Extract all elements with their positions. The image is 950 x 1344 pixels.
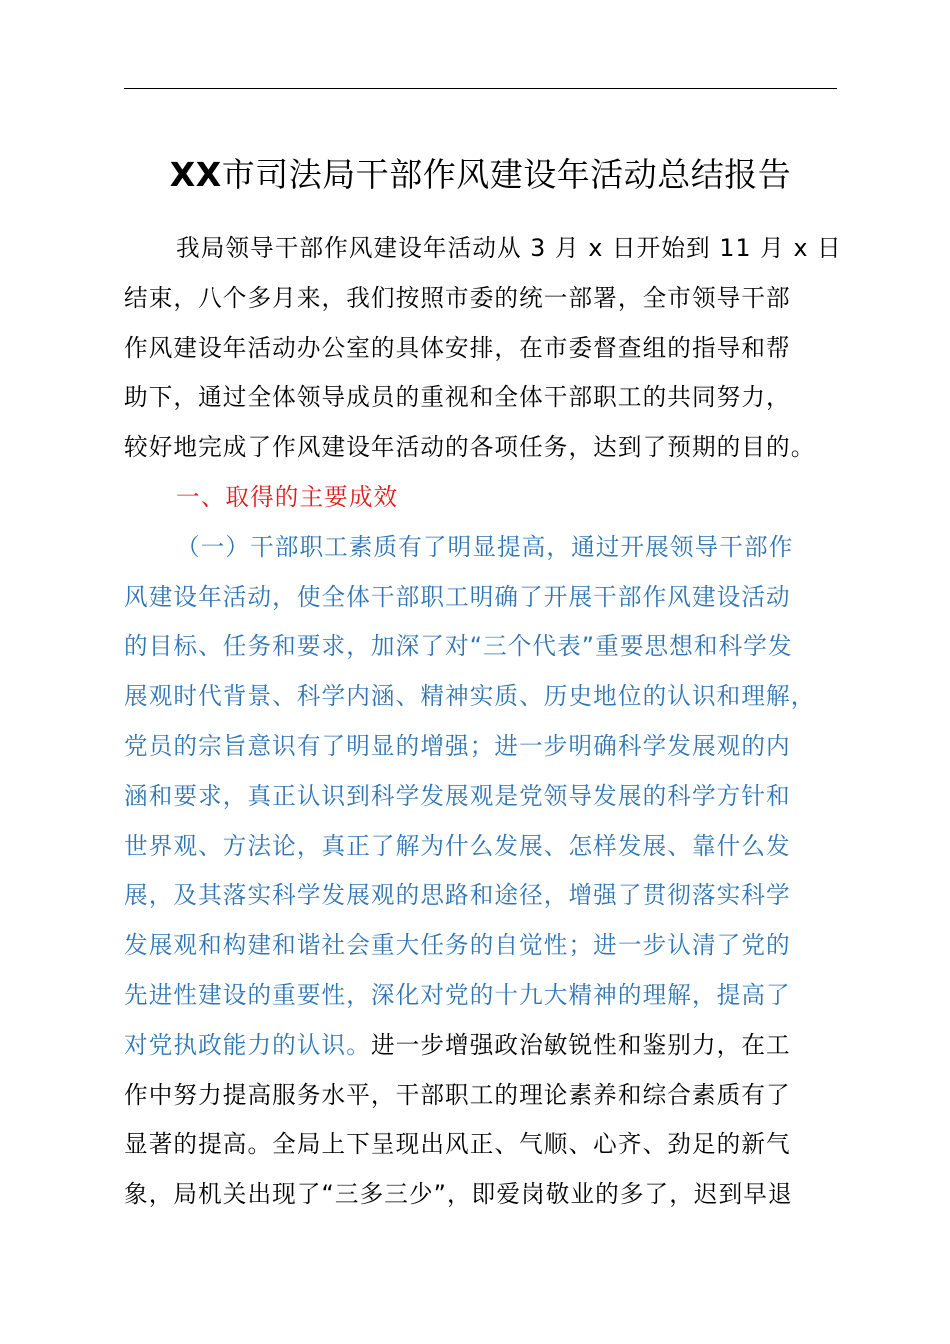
intro-line: 较好地完成了作风建设年活动的各项任务，达到了预期的目的。 <box>124 433 816 462</box>
title-prefix: XX <box>169 155 222 194</box>
document-title <box>124 150 837 200</box>
document-body <box>124 224 864 1220</box>
subsection-line: 展，及其落实科学发展观的思路和途径，增强了贯彻落实科学 <box>124 881 791 910</box>
title-text: 市司法局干部作风建设年活动总结报告 <box>221 155 792 194</box>
body-line: 显著的提高。全局上下呈现出风正、气顺、心齐、劲足的新气 <box>124 1130 791 1159</box>
intro-line: 助下，通过全体领导成员的重视和全体干部职工的共同努力， <box>124 383 791 412</box>
subsection-line: 世界观、方法论，真正了解为什么发展、怎样发展、靠什么发 <box>124 831 791 860</box>
subsection-line: 展观时代背景、科学内涵、精神实质、历史地位的认识和理解， <box>124 682 816 711</box>
intro-line: 我局领导干部作风建设年活动从 3 月 x 日开始到 11 月 x 日 <box>176 234 842 262</box>
subsection-line: 先进性建设的重要性，深化对党的十九大精神的理解，提高了 <box>124 980 791 1009</box>
mixed-line-blue-part: 对党执政能力的认识。 <box>124 1030 371 1059</box>
subsection-line: 发展观和构建和谐社会重大任务的自觉性；进一步认清了党的 <box>124 931 791 960</box>
subsection-line: 党员的宗旨意识有了明显的增强；进一步明确科学发展观的内 <box>124 731 791 760</box>
section-heading: 一、取得的主要成效 <box>176 482 399 511</box>
mixed-line-black-part: 进一步增强政治敏锐性和鉴别力，在工 <box>370 1030 791 1059</box>
subsection-line: 的目标、任务和要求，加深了对“三个代表”重要思想和科学发 <box>124 632 793 661</box>
subsection-line: 涵和要求，真正认识到科学发展观是党领导发展的科学方针和 <box>124 781 791 810</box>
mixed-line <box>124 1021 864 1071</box>
subsection-line: 风建设年活动，使全体干部职工明确了开展干部作风建设活动 <box>124 582 791 611</box>
intro-line: 作风建设年活动办公室的具体安排，在市委督查组的指导和帮 <box>124 333 791 362</box>
body-line: 象，局机关出现了“三多三少”，即爱岗敬业的多了，迟到早退 <box>124 1180 793 1209</box>
subsection-line: （一）干部职工素质有了明显提高，通过开展领导干部作 <box>176 532 794 561</box>
header-rule <box>124 88 837 89</box>
body-line: 作中努力提高服务水平，干部职工的理论素养和综合素质有了 <box>124 1080 791 1109</box>
intro-line: 结束，八个多月来，我们按照市委的统一部署，全市领导干部 <box>124 283 791 312</box>
